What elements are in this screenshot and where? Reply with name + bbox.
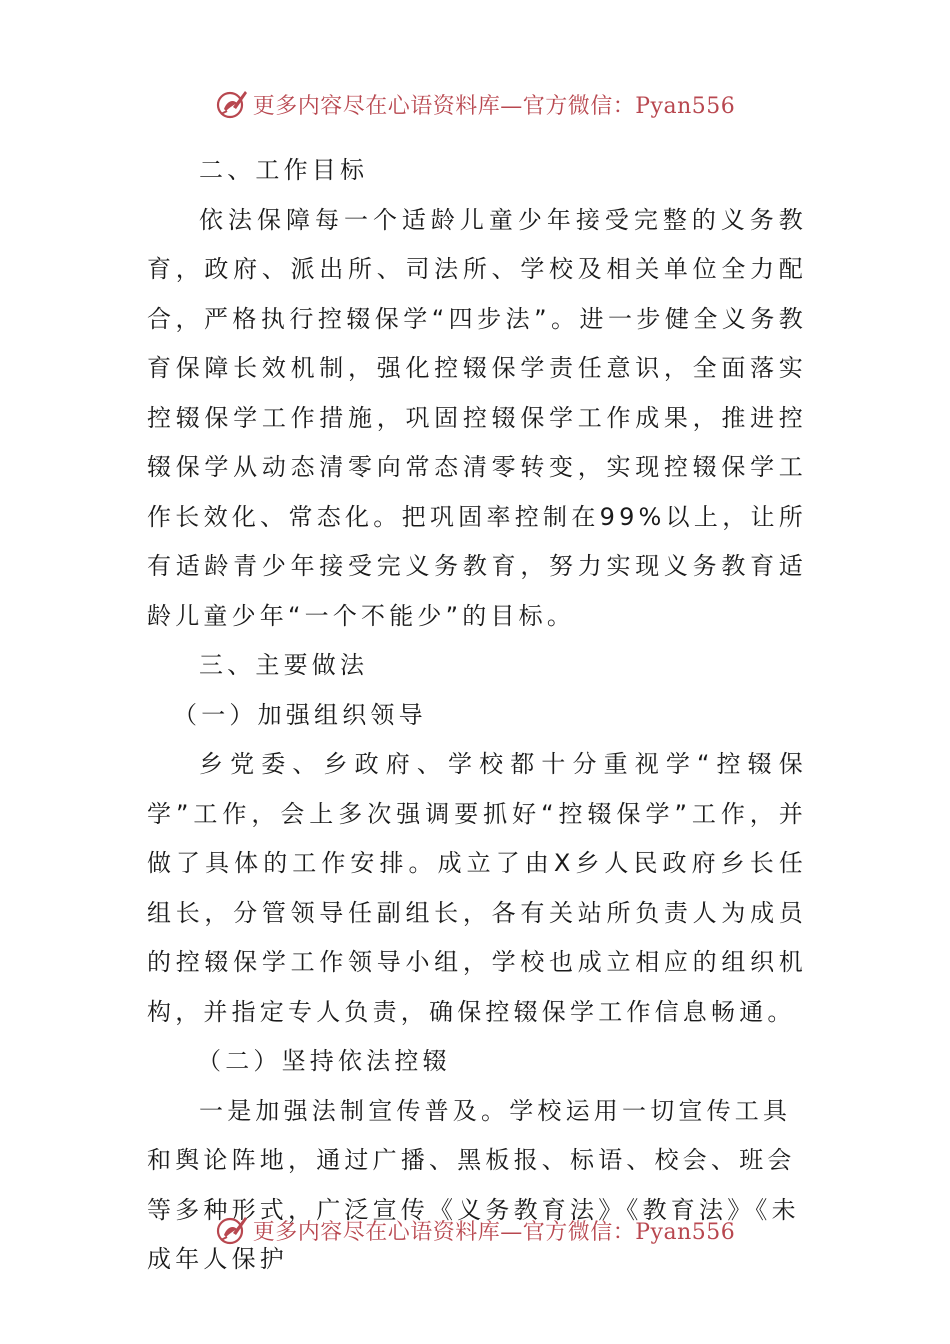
banner-text: 更多内容尽在心语资料库—官方微信：Pyan556 [252,1219,736,1245]
subsection-heading-legal: （二）坚持依法控辍 [197,1047,451,1075]
document-body [147,146,807,1285]
footer-banner [0,1208,950,1252]
section-heading-methods: 三、主要做法 [199,651,369,679]
paragraph-organization: 乡党委、乡政府、学校都十分重视学“控辍保学”工作，会上多次强调要抓好“控辍保学”工作，并做了具体的工作安排。成立了由X乡人民政府乡长任组长，分管领导任副组长，各有关站所负责人为成员的控辍保学工作领导小组，学校也成立相应的组织机构，并指定专人负责，确保控辍保学工作信息畅通。 [147,750,807,1026]
subsection-heading-organization: （一）加强组织领导 [173,700,427,729]
paragraph-legal: 一是加强法制宣传普及。学校运用一切宣传工具和舆论阵地，通过广播、黑板报、标语、校会、班会等多种形式，广泛宣传《义务教育法》《教育法》《未成年人保护 [147,1096,800,1273]
banner-text: 更多内容尽在心语资料库—官方微信：Pyan556 [252,93,736,119]
paragraph-goals: 依法保障每一个适龄儿童少年接受完整的义务教育，政府、派出所、司法所、学校及相关单位全力配合，严格执行控辍保学“四步法”。进一步健全义务教育保障长效机制，强化控辍保学责任意识，全面落实控辍保学工作措施，巩固控辍保学工作成果，推进控辍保学从动态清零向常态清零转变，实现控辍保学工作长效化、常态化。把巩固率控制在99%以上，让所有适龄青少年接受完义务教育，努力实现义务教育适龄儿童少年“一个不能少”的目标。 [147,205,807,630]
pen-seal-icon [215,87,249,121]
section-heading-goals: 二、工作目标 [199,156,369,184]
header-banner [0,82,950,126]
pen-seal-icon [215,1213,249,1247]
